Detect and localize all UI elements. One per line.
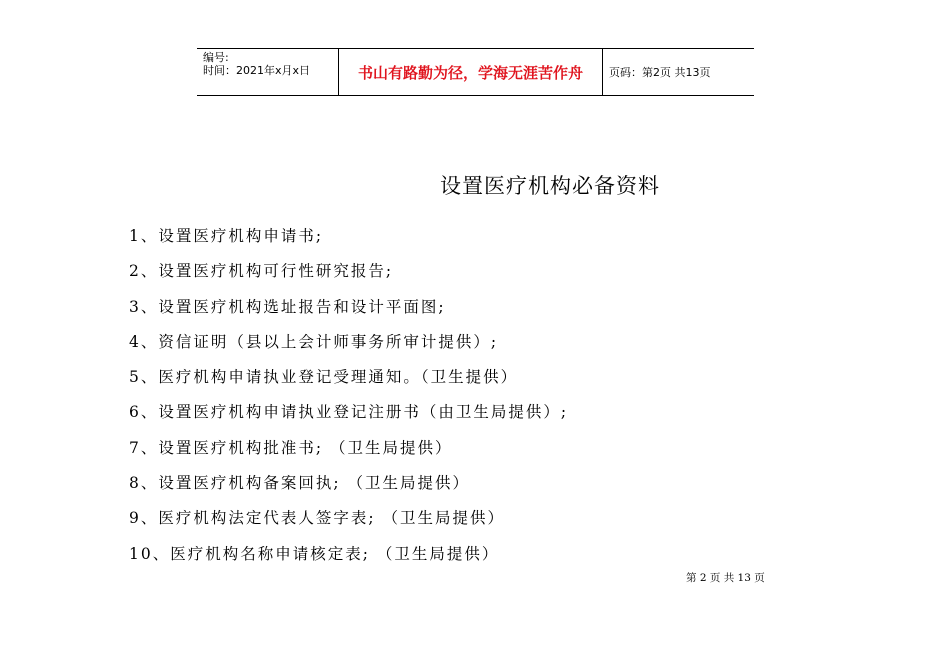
list-item: 3、设置医疗机构选址报告和设计平面图; (129, 297, 446, 316)
header-date: 时间：2021年x月x日 (203, 64, 311, 77)
header-page-code: 页码：第2页 共13页 (609, 66, 711, 79)
list-item: 7、设置医疗机构批准书; （卫生局提供） (129, 438, 453, 457)
document-title: 设置医疗机构必备资料 (440, 174, 660, 198)
list-item: 10、医疗机构名称申请核定表; （卫生局提供） (129, 544, 500, 563)
list-item: 4、资信证明（县以上会计师事务所审计提供）; (129, 332, 499, 351)
requirements-list (129, 226, 568, 579)
list-item: 6、设置医疗机构申请执业登记注册书（由卫生局提供）; (129, 403, 569, 422)
header-motto: 书山有路勤为径，学海无涯苦作舟 (339, 49, 603, 95)
list-item: 8、设置医疗机构备案回执; （卫生局提供） (129, 474, 471, 493)
list-item: 1、设置医疗机构申请书; (129, 227, 324, 245)
list-item: 9、医疗机构法定代表人签字表; （卫生局提供） (129, 509, 506, 528)
header-meta (197, 49, 339, 95)
header-serial-number: 编号: (203, 51, 229, 64)
page-footer: 第 2 页 共 13 页 (686, 572, 765, 584)
list-item: 2、设置医疗机构可行性研究报告; (129, 262, 394, 281)
page-header (197, 48, 754, 96)
list-item: 5、医疗机构申请执业登记受理通知。（卫生提供） (129, 368, 519, 387)
